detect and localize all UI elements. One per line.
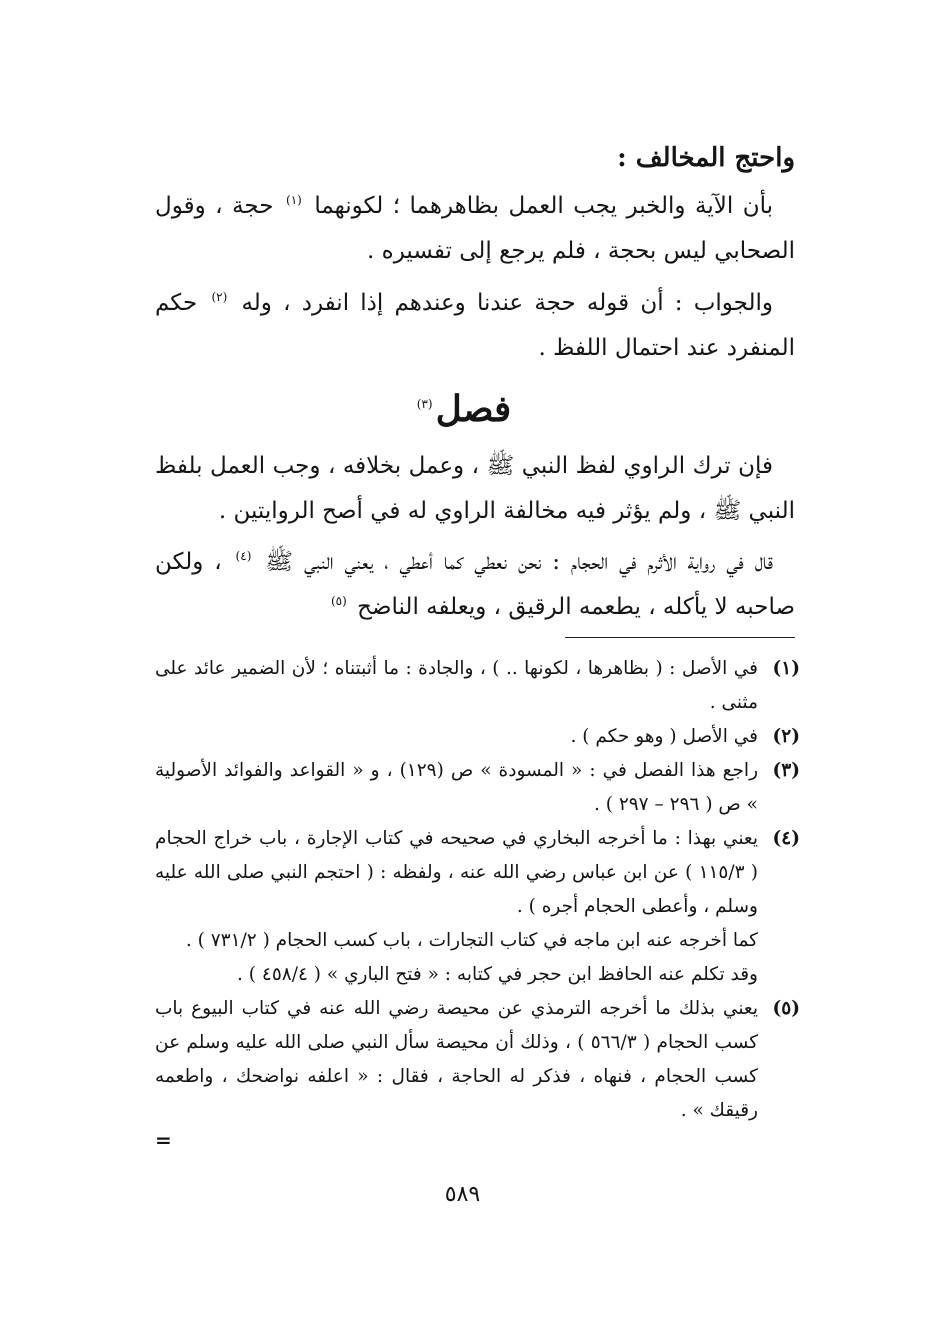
footnote-4 [155,822,800,924]
footnote-ref-4[interactable]: (٤) [235,549,252,564]
paragraph-argument [155,184,795,274]
footnote-number: (٣) [772,760,800,781]
page-number: ٥٨٩ [444,1182,481,1207]
paragraph-text: حكم المنفرد عند احتمال اللفظ . [155,290,795,361]
footnote-2 [155,720,800,754]
footnote-text: يعني بهذا : ما أخرجه البخاري في صحيحه في كتاب الإجارة ، باب خراج الحجام ( ١١٥/٣ ) عن ابن عباس رضي الله عنه ، ولفظه : ( احتجم النبي صلى الله عليه وسلم ، وأعطى الحجام أجره ) . [155,828,758,917]
footnote-text: في الأصل ( وهو حكم ) . [570,726,758,747]
paragraph-text: ، ولكن صاحبه لا يأكله ، يطعمه الرقيق ، ويعلفه الناضح [155,549,795,620]
footnote-ref-2[interactable]: (٢) [211,290,228,305]
footnote-number: (٤) [772,828,800,849]
footnotes [155,652,800,1128]
footnote-ref-3[interactable]: (٣) [416,397,433,411]
footnote-number: (٢) [772,726,800,747]
footnote-4-ibn-hajar [155,958,800,992]
footnote-text: راجع هذا الفصل في : « المسودة » ص (١٢٩) ، و « القواعد والفوائد الأصولية » ص ( ٢٩٦ – ٢٩٧ ) . [155,760,759,815]
footnote-text: وقد تكلم عنه الحافظ ابن حجر في كتابه : « فتح الباري » ( ٤٥٨/٤ ) . [237,964,758,985]
footnote-text: كما أخرجه عنه ابن ماجه في كتاب التجارات ، باب كسب الحجام ( ٧٣١/٢ ) . [185,930,758,951]
paragraph-text: بأن الآية والخبر يجب العمل بظاهرهما ؛ لكونهما [314,193,774,219]
footnote-3 [155,754,800,822]
paragraph-athram [155,540,795,630]
footnote-4-ibn-majah [155,924,800,958]
section-heading: واحتج المخالف : [617,143,795,173]
fasl-title: فصل [435,388,512,430]
footnote-number: (١) [772,658,800,679]
paragraph-answer [155,281,795,371]
paragraph-text: والجواب : أن قوله حجة عندنا وعندهم إذا انفرد ، وله [241,290,774,316]
footnote-ref-5[interactable]: (٥) [330,594,347,609]
paragraph-text: قال في رواية الأثرم في الحجام : نحن نعطي كما أعطي ، يعني النبي ﷺ [265,549,774,575]
footnote-text: يعني بذلك ما أخرجه الترمذي عن محيصة رضي الله عنه في كتاب البيوع باب كسب الحجام ( ٥٦٦/٣ ) ، وذلك أن محيصة سأل النبي صلى الله عليه وسلم عن كسب الحجام ، فنهاه ، فذكر له الحاجة ، فقال : « اعلفه نواضحك ، واطعمه رقيقك » . [155,998,758,1121]
footnote-1 [155,652,800,720]
footnote-ref-1[interactable]: (١) [286,193,302,208]
footnote-separator [565,637,795,638]
footnote-5 [155,992,800,1128]
fasl-heading [0,384,925,434]
continuation-mark: = [155,1128,172,1152]
paragraph-text: حجة ، وقول الصحابي ليس بحجة ، فلم يرجع إلى تفسيره . [155,193,795,264]
footnote-number: (٥) [772,998,800,1019]
paragraph-rule: فإن ترك الراوي لفظ النبي ﷺ ، وعمل بخلافه ، وجب العمل بلفظ النبي ﷺ ، ولم يؤثر فيه مخالفة الراوي له في أصح الروايتين . [155,453,795,524]
footnote-text: في الأصل : ( بظاهرها ، لكونها .. ) ، والجادة : ما أثبتناه ؛ لأن الضمير عائد على مثنى . [155,658,758,713]
